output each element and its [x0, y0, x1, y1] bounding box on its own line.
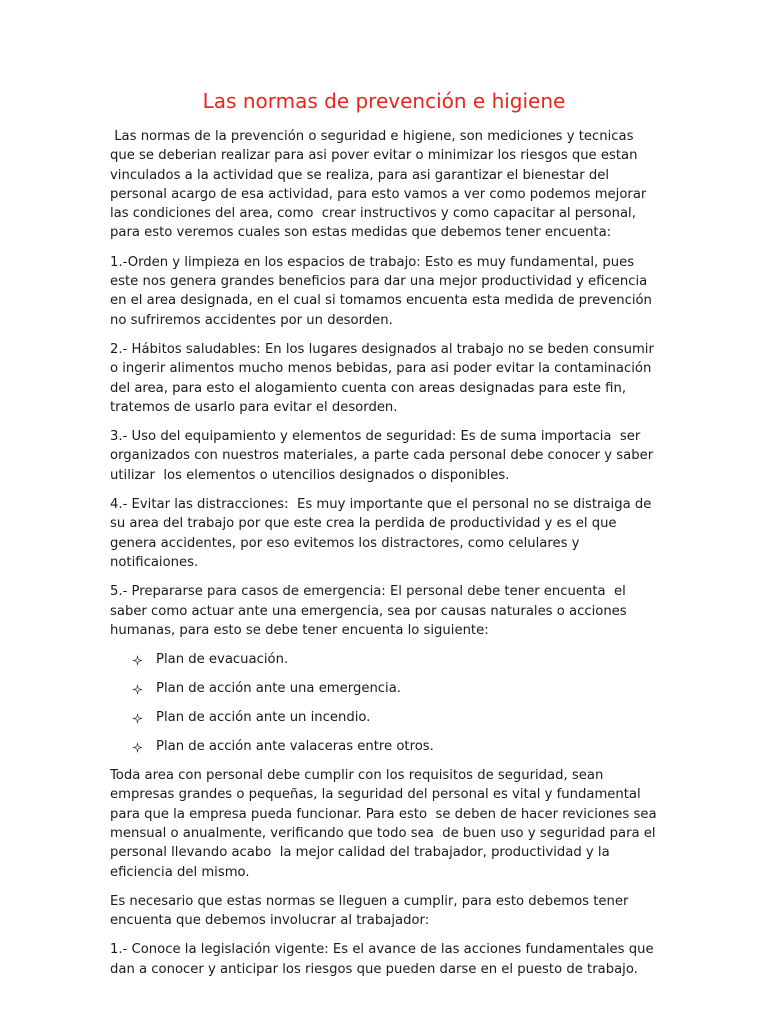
diamond-bullet-icon	[132, 713, 143, 724]
list-item-text: Plan de acción ante valaceras entre otros.	[156, 739, 434, 755]
diamond-bullet-icon	[132, 742, 143, 753]
list-item	[132, 650, 658, 669]
list-item-text: Plan de evacuación.	[156, 652, 289, 668]
paragraph-distracciones: 4.- Evitar las distracciones: Es muy importante que el personal no se distraiga de su area del trabajo por que este crea la perdida de productividad y es el que genera accidentes, por eso evitemos los distractores, como celulares y notificaiones.	[110, 497, 656, 570]
list-item	[132, 679, 658, 698]
list-item-text: Plan de acción ante una emergencia.	[156, 681, 401, 697]
document-body	[110, 88, 661, 989]
list-item	[132, 708, 658, 727]
intro-paragraph: Las normas de la prevención o seguridad e higiene, son mediciones y tecnicas que se deberian realizar para asi pover evitar o minimizar los riesgos que estan vinculados a la actividad que se realiza, para asi garantizar el bienestar del personal acargo de esa actividad, para esto vamos a ver como podemos mejorar las condiciones del area, como crear instructivos y como capacitar al personal, para esto veremos cuales son estas medidas que debemos tener encuenta:	[110, 129, 651, 241]
paragraph-orden-limpieza: 1.-Orden y limpieza en los espacios de trabajo: Esto es muy fundamental, pues este nos genera grandes beneficios para dar una mejor productividad y eficencia en el area designada, en el cual si tomamos encuenta esta medida de prevención no sufriremos accidentes por un desorden.	[110, 254, 657, 328]
paragraph-legislacion: 1.- Conoce la legislación vigente: Es el avance de las acciones fundamentales que dan a conocer y anticipar los riesgos que pueden darse en el puesto de trabajo.	[110, 942, 658, 977]
emergency-plan-list	[110, 650, 658, 756]
paragraph-emergencia: 5.- Prepararse para casos de emergencia: El personal debe tener encuenta el saber como actuar ante una emergencia, sea por causas naturales o acciones humanas, para esto se debe tener encuenta lo siguiente:	[110, 584, 631, 638]
list-item	[132, 737, 658, 756]
paragraph-requisitos: Toda area con personal debe cumplir con los requisitos de seguridad, sean empresas grandes o pequeñas, la seguridad del personal es vital y fundamental para que la empresa pueda funcionar. Para esto se deben de hacer reviciones sea mensual o anualmente, verificando que todo sea de buen uso y seguridad para el personal llevando acabo la mejor calidad del trabajador, productividad y la eficiencia del mismo.	[110, 768, 661, 880]
paragraph-habitos-saludables: 2.- Hábitos saludables: En los lugares designados al trabajo no se beden consumir o ingerir alimentos mucho menos bebidas, para asi poder evitar la contaminación del area, para esto el alogamiento cuenta con areas designadas para este fin, tratemos de usarlo para evitar el desorden.	[110, 341, 659, 415]
diamond-bullet-icon	[132, 684, 143, 695]
diamond-bullet-icon	[132, 655, 143, 666]
paragraph-involucrar: Es necesario que estas normas se lleguen a cumplir, para esto debemos tener encuenta que debemos involucrar al trabajador:	[110, 893, 633, 929]
list-item-text: Plan de acción ante un incendio.	[156, 710, 371, 726]
document-title: Las normas de prevención e higiene	[202, 89, 566, 113]
paragraph-equipamiento: 3.- Uso del equipamiento y elementos de seguridad: Es de suma importacia ser organizados con nuestros materiales, a parte cada personal debe conocer y saber utilizar los elementos o utencilios designados o disponibles.	[110, 429, 658, 483]
